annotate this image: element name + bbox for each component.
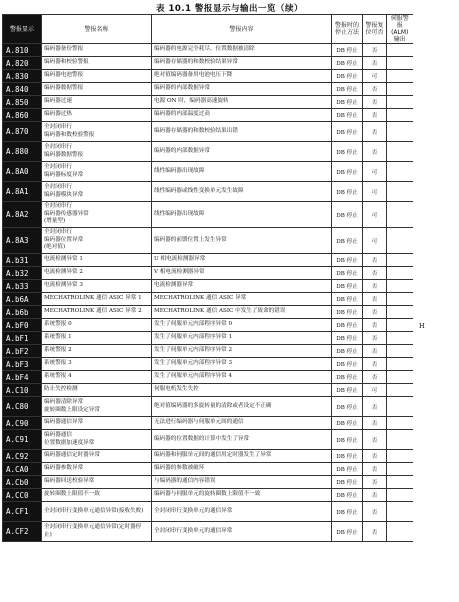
alarm-reset: 否 <box>363 332 387 345</box>
table-row <box>3 358 413 371</box>
table-row <box>3 397 413 417</box>
alarm-name: 编码器清除异常 旋转圈数上限设定异常 <box>42 397 152 417</box>
table-row <box>3 162 413 182</box>
table-row <box>3 417 413 430</box>
alarm-stop-method: DB 停止 <box>332 280 363 293</box>
alarm-content: 线性编码器出现故障 <box>152 162 332 182</box>
alarm-stop-method: DB 停止 <box>332 319 363 332</box>
alarm-content: 全封闭串行变换单元的通信异常 <box>152 502 332 522</box>
alarm-stop-method: DB 停止 <box>332 306 363 319</box>
table-row <box>3 319 413 332</box>
alarm-name: MECHATROLINK 通信 ASIC 异常 2 <box>42 306 152 319</box>
alarm-stop-method: DB 停止 <box>332 358 363 371</box>
alarm-content: MECHATROLINK 通信 ASIC 异常 <box>152 293 332 306</box>
alarm-reset: 可 <box>363 162 387 182</box>
alarm-reset: 否 <box>363 280 387 293</box>
alarm-output <box>387 280 413 293</box>
alarm-name: 编码器和校验警报 <box>42 57 152 70</box>
alarm-output <box>387 293 413 306</box>
alarm-name: 系统警报 4 <box>42 371 152 384</box>
alarm-output <box>387 267 413 280</box>
alarm-name: 全封闭串行 编码器标度异常 <box>42 162 152 182</box>
alarm-output <box>387 345 413 358</box>
alarm-code: A.b6b <box>3 306 42 319</box>
alarm-stop-method: DB 停止 <box>332 293 363 306</box>
alarm-reset: 否 <box>363 267 387 280</box>
alarm-reset: 否 <box>363 306 387 319</box>
alarm-stop-method: DB 停止 <box>332 522 363 542</box>
alarm-reset: 否 <box>363 57 387 70</box>
alarm-code: A.bF4 <box>3 371 42 384</box>
alarm-output <box>387 430 413 450</box>
alarm-reset: 否 <box>363 489 387 502</box>
alarm-content: 伺服电机发生失控 <box>152 384 332 397</box>
table-row <box>3 332 413 345</box>
alarm-stop-method: DB 停止 <box>332 109 363 122</box>
alarm-stop-method: DB 停止 <box>332 267 363 280</box>
alarm-stop-method: DB 停止 <box>332 463 363 476</box>
alarm-stop-method: DB 停止 <box>332 502 363 522</box>
alarm-code: A.830 <box>3 70 42 83</box>
alarm-output <box>387 254 413 267</box>
alarm-reset: 否 <box>363 96 387 109</box>
alarm-output <box>387 476 413 489</box>
alarm-name: 防止失控检测 <box>42 384 152 397</box>
alarm-stop-method: DB 停止 <box>332 476 363 489</box>
alarm-stop-method: DB 停止 <box>332 57 363 70</box>
alarm-stop-method: DB 停止 <box>332 489 363 502</box>
table-row <box>3 306 413 319</box>
alarm-name: 全封闭串行变换单元通信异常(接收失败) <box>42 502 152 522</box>
alarm-code: A.870 <box>3 122 42 142</box>
alarm-name: 全封闭串行 编码器和数校验警报 <box>42 122 152 142</box>
header-code: 警报显示 <box>3 15 42 44</box>
alarm-output <box>387 522 413 542</box>
alarm-code: A.CF1 <box>3 502 42 522</box>
alarm-stop-method: DB 停止 <box>332 228 363 254</box>
header-reset: 警报复位可否 <box>363 15 387 44</box>
alarm-stop-method: DB 停止 <box>332 202 363 228</box>
alarm-output <box>387 44 413 57</box>
alarm-reset: 否 <box>363 522 387 542</box>
alarm-code: A.C80 <box>3 397 42 417</box>
alarm-code: A.b6A <box>3 293 42 306</box>
alarm-content: 编码器的电源完全耗尽，位置数据被清除 <box>152 44 332 57</box>
alarm-name: 编码器过热 <box>42 109 152 122</box>
alarm-reset: 否 <box>363 293 387 306</box>
alarm-content: 绝对值编码器备用电池电压下降 <box>152 70 332 83</box>
alarm-reset: 否 <box>363 142 387 162</box>
alarm-code: A.C90 <box>3 417 42 430</box>
alarm-content: 编码器的位置数据的计算中发生了异常 <box>152 430 332 450</box>
alarm-stop-method: DB 停止 <box>332 397 363 417</box>
alarm-name: 全封闭串行 编码器模块异常 <box>42 182 152 202</box>
table-row <box>3 522 413 542</box>
table-row <box>3 142 413 162</box>
header-stop: 警报时的停止方法 <box>332 15 363 44</box>
alarm-name: 编码器通信定时器异常 <box>42 450 152 463</box>
alarm-reset: 可 <box>363 182 387 202</box>
alarm-name: 编码器通信异常 <box>42 417 152 430</box>
header-name: 警报名称 <box>42 15 152 44</box>
alarm-content: 发生了伺服单元内部程序异常 0 <box>152 319 332 332</box>
alarm-content: 发生了伺服单元内部程序异常 1 <box>152 332 332 345</box>
table-row <box>3 502 413 522</box>
table-row <box>3 267 413 280</box>
alarm-content: V 相电流检测器异常 <box>152 267 332 280</box>
alarm-code: A.850 <box>3 96 42 109</box>
alarm-stop-method: DB 停止 <box>332 417 363 430</box>
alarm-output <box>387 122 413 142</box>
alarm-name: 系统警报 2 <box>42 345 152 358</box>
alarm-reset: 可 <box>363 384 387 397</box>
alarm-code: A.b31 <box>3 254 42 267</box>
alarm-output <box>387 57 413 70</box>
alarm-code: A.860 <box>3 109 42 122</box>
alarm-code: A.CF2 <box>3 522 42 542</box>
alarm-content: 绝对值编码器的多旋转量的清除或者设定不正确 <box>152 397 332 417</box>
alarm-stop-method: DB 停止 <box>332 44 363 57</box>
alarm-name: 全封闭串行 编码器数据警报 <box>42 142 152 162</box>
alarm-code: A.CC0 <box>3 489 42 502</box>
alarm-reset: 可 <box>363 228 387 254</box>
alarm-content: 编码器的参数被破坏 <box>152 463 332 476</box>
alarm-stop-method: DB 停止 <box>332 254 363 267</box>
alarm-code: A.bF1 <box>3 332 42 345</box>
alarm-code: A.bF3 <box>3 358 42 371</box>
header-content: 警报内容 <box>152 15 332 44</box>
alarm-content: 编码器存储器的和数校验结果出错 <box>152 122 332 142</box>
table-row <box>3 430 413 450</box>
alarm-output <box>387 371 413 384</box>
alarm-table <box>2 14 413 542</box>
alarm-reset: 否 <box>363 358 387 371</box>
alarm-output <box>387 397 413 417</box>
alarm-name: 编码器电池警报 <box>42 70 152 83</box>
alarm-reset: 否 <box>363 319 387 332</box>
alarm-content: 发生了伺服单元内部程序异常 3 <box>152 358 332 371</box>
alarm-reset: 否 <box>363 254 387 267</box>
alarm-output <box>387 358 413 371</box>
alarm-code: A.Cb0 <box>3 476 42 489</box>
alarm-code: A.8A0 <box>3 162 42 182</box>
alarm-output <box>387 450 413 463</box>
table-row <box>3 254 413 267</box>
alarm-name: 编码器通信 位置数据加速度异常 <box>42 430 152 450</box>
alarm-output <box>387 417 413 430</box>
table-row <box>3 122 413 142</box>
alarm-name: 全封闭串行 编码器传感器异常 (增量型) <box>42 202 152 228</box>
alarm-name: MECHATROLINK 通信 ASIC 异常 1 <box>42 293 152 306</box>
alarm-code: A.8A2 <box>3 202 42 228</box>
alarm-name: 电流检测异常 1 <box>42 254 152 267</box>
header-output: 伺服警报(ALM)输出 <box>387 15 413 44</box>
alarm-content: 编码器和伺服单元间的通信用定时器发生了异常 <box>152 450 332 463</box>
alarm-stop-method: DB 停止 <box>332 83 363 96</box>
alarm-name: 全封闭串行变换单元通信异常(定时器停止) <box>42 522 152 542</box>
alarm-code: A.C92 <box>3 450 42 463</box>
alarm-stop-method: DB 停止 <box>332 430 363 450</box>
table-row <box>3 345 413 358</box>
alarm-name: 编码器数据警报 <box>42 83 152 96</box>
alarm-reset: 否 <box>363 122 387 142</box>
alarm-code: A.880 <box>3 142 42 162</box>
alarm-reset: 否 <box>363 83 387 96</box>
alarm-content: U 相电流检测器异常 <box>152 254 332 267</box>
alarm-reset: 否 <box>363 397 387 417</box>
alarm-code: A.8A1 <box>3 182 42 202</box>
table-row <box>3 44 413 57</box>
table-row <box>3 450 413 463</box>
alarm-code: A.b33 <box>3 280 42 293</box>
alarm-content: 编码器存储器的和数校验结果异常 <box>152 57 332 70</box>
table-row <box>3 371 413 384</box>
alarm-content: 与编码器的通信内容错误 <box>152 476 332 489</box>
alarm-output <box>387 306 413 319</box>
side-mark: H <box>419 322 425 330</box>
alarm-name: 系统警报 1 <box>42 332 152 345</box>
table-row <box>3 202 413 228</box>
table-row <box>3 228 413 254</box>
alarm-content: 编码器的内部温度过高 <box>152 109 332 122</box>
table-row <box>3 70 413 83</box>
table-row <box>3 293 413 306</box>
table-row <box>3 96 413 109</box>
alarm-stop-method: DB 停止 <box>332 384 363 397</box>
alarm-code: A.840 <box>3 83 42 96</box>
alarm-output <box>387 162 413 182</box>
alarm-output <box>387 384 413 397</box>
alarm-code: A.b32 <box>3 267 42 280</box>
alarm-reset: 否 <box>363 44 387 57</box>
table-row <box>3 489 413 502</box>
alarm-output <box>387 319 413 332</box>
table-row <box>3 280 413 293</box>
alarm-stop-method: DB 停止 <box>332 450 363 463</box>
alarm-content: 无法进行编码器与伺服单元间的通信 <box>152 417 332 430</box>
alarm-output <box>387 202 413 228</box>
alarm-stop-method: DB 停止 <box>332 371 363 384</box>
alarm-name: 系统警报 3 <box>42 358 152 371</box>
alarm-output <box>387 109 413 122</box>
alarm-stop-method: DB 停止 <box>332 162 363 182</box>
alarm-name: 电流检测异常 2 <box>42 267 152 280</box>
alarm-name: 全封闭串行 编码器位置异常 (绝对值) <box>42 228 152 254</box>
table-row <box>3 182 413 202</box>
alarm-name: 编码器过速 <box>42 96 152 109</box>
alarm-code: A.bF2 <box>3 345 42 358</box>
table-title: 表 10.1 警报显示与输出一览（续） <box>156 4 303 14</box>
alarm-content: 电流检测器异常 <box>152 280 332 293</box>
alarm-name: 编码器备份警报 <box>42 44 152 57</box>
alarm-content: 全封闭串行变换单元的通信异常 <box>152 522 332 542</box>
alarm-code: A.CA0 <box>3 463 42 476</box>
alarm-stop-method: DB 停止 <box>332 122 363 142</box>
alarm-output <box>387 96 413 109</box>
alarm-output <box>387 332 413 345</box>
alarm-reset: 可 <box>363 202 387 228</box>
alarm-reset: 否 <box>363 450 387 463</box>
alarm-reset: 否 <box>363 109 387 122</box>
alarm-code: A.8A3 <box>3 228 42 254</box>
alarm-content: 编码器的前馈位置上发生异常 <box>152 228 332 254</box>
alarm-reset: 否 <box>363 476 387 489</box>
alarm-content: 编码器的内部数据异常 <box>152 142 332 162</box>
alarm-output <box>387 502 413 522</box>
alarm-content: 电源 ON 时，编码器高速旋转 <box>152 96 332 109</box>
alarm-output <box>387 489 413 502</box>
alarm-stop-method: DB 停止 <box>332 345 363 358</box>
alarm-name: 编码器参数异常 <box>42 463 152 476</box>
alarm-reset: 否 <box>363 430 387 450</box>
alarm-code: A.C10 <box>3 384 42 397</box>
alarm-stop-method: DB 停止 <box>332 182 363 202</box>
alarm-code: A.bF0 <box>3 319 42 332</box>
table-row <box>3 463 413 476</box>
alarm-name: 旋转圈数上限值不一致 <box>42 489 152 502</box>
alarm-content: 线性编码器出现故障 <box>152 202 332 228</box>
alarm-content: 编码器与伺服单元的旋转圈数上限值不一致 <box>152 489 332 502</box>
table-row <box>3 476 413 489</box>
alarm-stop-method: DB 停止 <box>332 70 363 83</box>
alarm-reset: 否 <box>363 345 387 358</box>
alarm-content: MECHATROLINK 通信 ASIC 中发生了致命的错误 <box>152 306 332 319</box>
alarm-stop-method: DB 停止 <box>332 96 363 109</box>
alarm-content: 发生了伺服单元内部程序异常 2 <box>152 345 332 358</box>
alarm-reset: 否 <box>363 417 387 430</box>
alarm-output <box>387 228 413 254</box>
alarm-content: 发生了伺服单元内部程序异常 4 <box>152 371 332 384</box>
alarm-reset: 否 <box>363 502 387 522</box>
alarm-output <box>387 70 413 83</box>
alarm-reset: 可 <box>363 70 387 83</box>
alarm-stop-method: DB 停止 <box>332 332 363 345</box>
alarm-content: 编码器的内部数据异常 <box>152 83 332 96</box>
table-row <box>3 83 413 96</box>
table-row <box>3 384 413 397</box>
alarm-stop-method: DB 停止 <box>332 142 363 162</box>
alarm-name: 编码器回送校验异常 <box>42 476 152 489</box>
alarm-output <box>387 83 413 96</box>
alarm-reset: 否 <box>363 463 387 476</box>
table-row <box>3 109 413 122</box>
alarm-code: A.820 <box>3 57 42 70</box>
table-row <box>3 57 413 70</box>
alarm-output <box>387 142 413 162</box>
alarm-code: A.810 <box>3 44 42 57</box>
alarm-output <box>387 182 413 202</box>
alarm-name: 系统警报 0 <box>42 319 152 332</box>
alarm-reset: 否 <box>363 371 387 384</box>
alarm-name: 电流检测异常 3 <box>42 280 152 293</box>
alarm-content: 线性编码器或线性变换单元发生故障 <box>152 182 332 202</box>
alarm-output <box>387 463 413 476</box>
alarm-code: A.C91 <box>3 430 42 450</box>
